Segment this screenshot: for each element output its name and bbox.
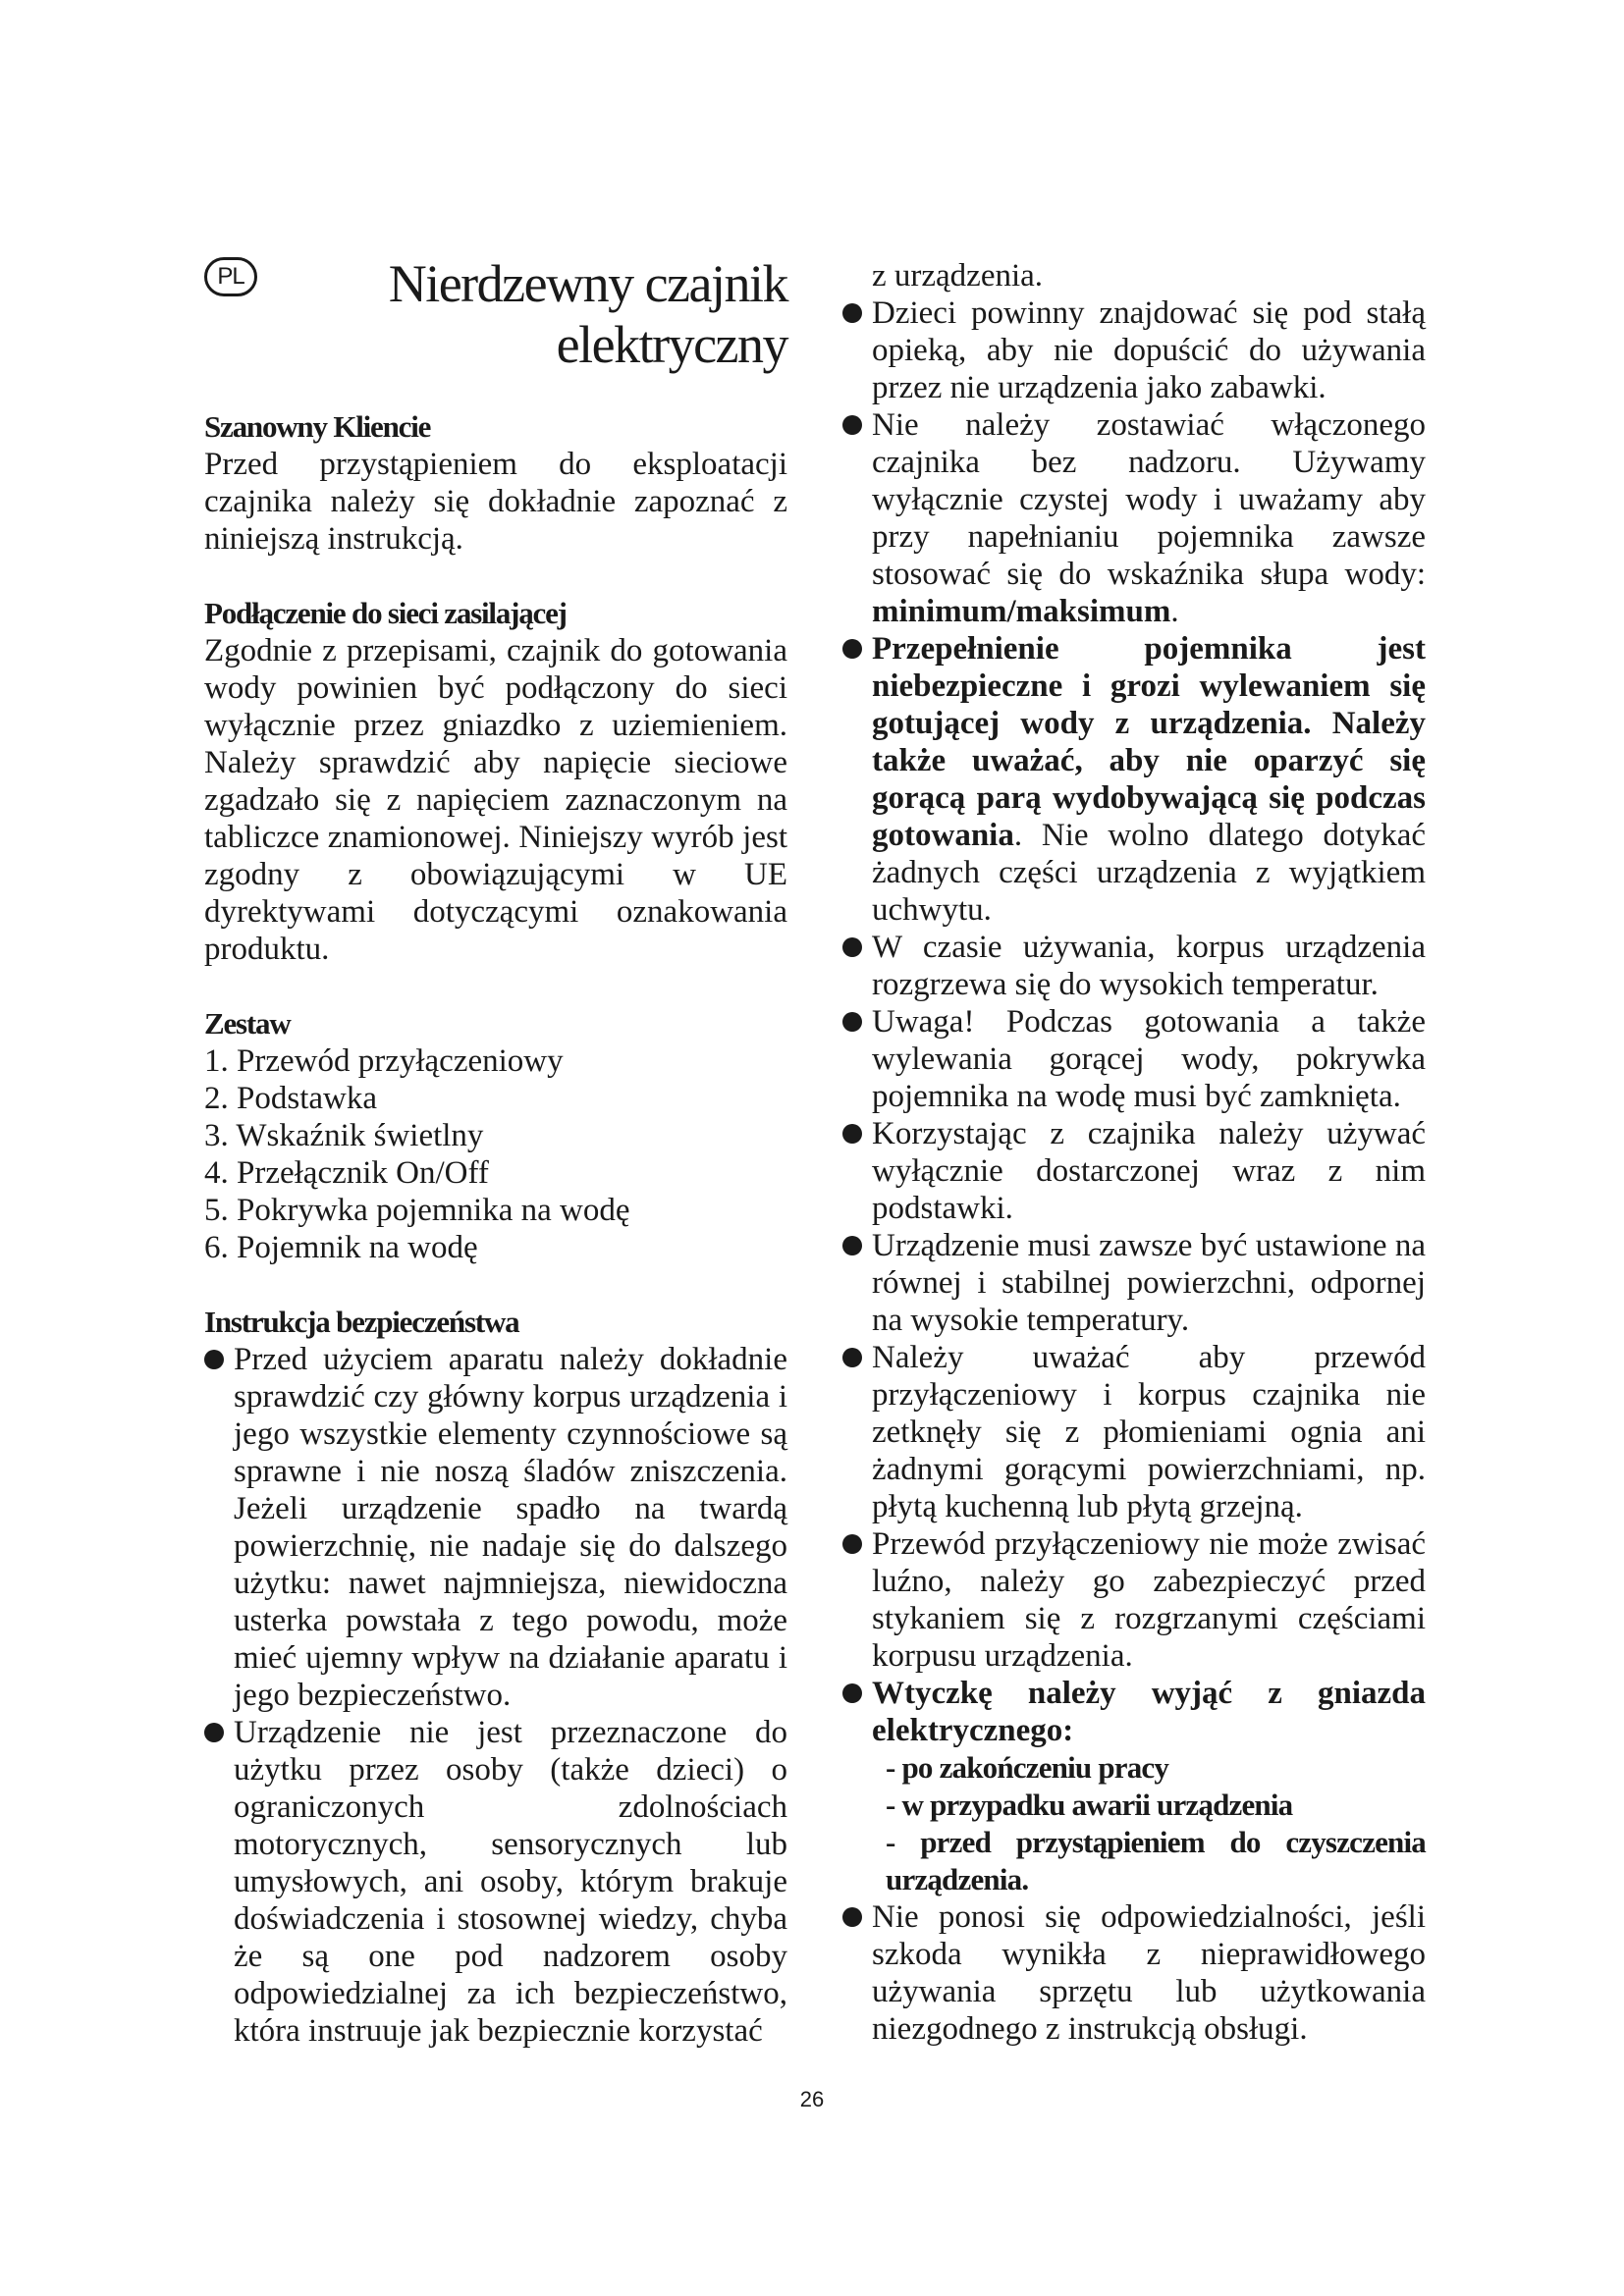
safety-item — [842, 1675, 1426, 1898]
continuation-text: z urządzenia. — [872, 258, 1044, 294]
safety-item-bold: Wtyczkę należy wyjąć z gniazda elektrycznego: — [872, 1676, 1426, 1748]
safety-list-right — [842, 257, 1426, 2048]
safety-item — [842, 1115, 1426, 1227]
safety-item-text: W czasie używania, korpus urządzenia rozgrzewa się do wysokich temperatur. — [872, 930, 1426, 1002]
unplug-case: - przed przystąpieniem do czyszczenia urządzenia. — [886, 1825, 1426, 1896]
kit-heading: Zestaw — [204, 1006, 291, 1041]
safety-heading: Instrukcja bezpieczeństwa — [204, 1305, 519, 1339]
left-column — [204, 408, 787, 2050]
safety-item-text: Przed użyciem aparatu należy dokładnie sprawdzić czy główny korpus urządzenia i jego wszystkie elementy czynnościowe są sprawne i nie noszą śladów zniszczenia. Jeżeli urządzenie spadło na twardą powierzchnię, nie nadaje się do dalszego użytku: nawet najmniejsza, niewidoczna usterka powstała z tego powodu, może mieć ujemny wpływ na działanie aparatu i jego bezpieczeństwo. — [234, 1342, 787, 1713]
safety-item-text: Urządzenie nie jest przeznaczone do użytku przez osoby (także dzieci) o ograniczonych zdolnościach motorycznych, sensorycznych lub umysłowych, ani osoby, którym brakuje doświadczenia i stosownej wiedzy, chyba że są one pod nadzorem osoby odpowiedzialnej za ich bezpieczeństwo, która instruuje jak bezpiecznie korzystać — [234, 1715, 787, 2049]
safety-item — [842, 929, 1426, 1003]
kit-list — [204, 1042, 787, 1266]
greeting-heading: Szanowny Kliencie — [204, 409, 431, 444]
unplug-case: - po zakończeniu pracy — [886, 1750, 1169, 1785]
safety-item — [842, 406, 1426, 630]
safety-item — [842, 1898, 1426, 2048]
page-title — [334, 253, 787, 375]
safety-item-text: Nie ponosi się odpowiedzialności, jeśli szkoda wynikła z nieprawidłowego używania sprzętu lub użytkowania niezgodnego z instrukcją obsługi. — [872, 1899, 1426, 2047]
unplug-case: - w przypadku awarii urządzenia — [886, 1788, 1293, 1822]
kit-item: 4. Przełącznik On/Off — [204, 1155, 489, 1191]
bullet-icon — [842, 1683, 862, 1703]
unplug-cases — [872, 1749, 1426, 1898]
safety-item — [204, 1341, 787, 1714]
connection-text: Zgodnie z przepisami, czajnik do gotowania wody powinien być podłączony do sieci wyłącznie przez gniazdko z uziemieniem. Należy sprawdzić aby napięcie sieciowe zgadzało się z napięciem zaznaczonym na tabliczce znamionowej. Niniejszy wyrób jest zgodny z obowiązującymi w UE dyrektywami dotyczącymi oznakowania produktu. — [204, 633, 787, 967]
safety-item-continuation — [842, 257, 1426, 294]
bullet-icon — [204, 1350, 224, 1369]
kit-item: 1. Przewód przyłączeniowy — [204, 1043, 564, 1079]
kit-item: 6. Pojemnik na wodę — [204, 1230, 478, 1265]
safety-item-text: Korzystając z czajnika należy używać wyłącznie dostarczonej wraz z nim podstawki. — [872, 1116, 1426, 1226]
kit-item: 3. Wskaźnik świetlny — [204, 1118, 484, 1153]
language-code: PL — [217, 263, 244, 290]
kit-item: 2. Podstawka — [204, 1081, 377, 1116]
bullet-icon — [842, 1124, 862, 1144]
safety-item-text: Przewód przyłączeniowy nie może zwisać luźno, należy go zabezpieczyć przed stykaniem się z rozgrzanymi częściami korpusu urządzenia. — [872, 1526, 1426, 1674]
safety-item-bold: minimum/maksimum — [872, 594, 1171, 629]
connection-heading: Podłączenie do sieci zasilającej — [204, 596, 567, 630]
safety-item — [842, 630, 1426, 929]
bullet-icon — [842, 415, 862, 435]
safety-item — [842, 1525, 1426, 1675]
safety-item-text: Urządzenie musi zawsze być ustawione na równej i stabilnej powierzchni, odpornej na wysokie temperatury. — [872, 1228, 1426, 1338]
bullet-icon — [842, 1534, 862, 1554]
safety-item-text: . Nie wolno dlatego dotykać żadnych części urządzenia z wyjątkiem uchwytu. — [872, 818, 1426, 928]
right-column — [842, 257, 1426, 2048]
safety-item-end: . — [1170, 594, 1179, 629]
safety-item-text: Dzieci powinny znajdować się pod stałą opieką, aby nie dopuścić do używania przez nie urządzenia jako zabawki. — [872, 295, 1426, 405]
safety-item-text: Uwaga! Podczas gotowania a także wylewania gorącej wody, pokrywka pojemnika na wodę musi być zamknięta. — [872, 1004, 1426, 1114]
title-line-2: elektryczny — [556, 315, 787, 374]
safety-item — [204, 1714, 787, 2050]
bullet-icon — [842, 639, 862, 659]
bullet-icon — [842, 1236, 862, 1255]
safety-item — [842, 1227, 1426, 1339]
bullet-icon — [842, 937, 862, 957]
safety-item-text: Nie należy zostawiać włączonego czajnika bez nadzoru. Używamy wyłącznie czystej wody i uważamy aby przy napełnianiu pojemnika zawsze stosować się do wskaźnika słupa wody: — [872, 407, 1426, 592]
safety-item — [842, 294, 1426, 406]
bullet-icon — [842, 1012, 862, 1032]
title-line-1: Nierdzewny czajnik — [388, 254, 787, 313]
safety-item-bold: Przepełnienie pojemnika jest niebezpieczne i grozi wylewaniem się gotującej wody z urządzenia. Należy także uważać, aby nie oparzyć się gorącą parą wydobywającą się podczas gotowania — [872, 631, 1426, 853]
safety-list-left — [204, 1341, 787, 2050]
language-badge — [204, 257, 257, 296]
kit-item: 5. Pokrywka pojemnika na wodę — [204, 1193, 630, 1228]
greeting-text: Przed przystąpieniem do eksploatacji czajnika należy się dokładnie zapoznać z niniejszą instrukcją. — [204, 447, 787, 557]
bullet-icon — [842, 1348, 862, 1367]
bullet-icon — [842, 1907, 862, 1927]
safety-item-text: Należy uważać aby przewód przyłączeniowy i korpus czajnika nie zetknęły się z płomieniami ognia ani żadnymi gorącymi powierzchniami, np. płytą kuchenną lub płytą grzejną. — [872, 1340, 1426, 1524]
bullet-icon — [204, 1723, 224, 1742]
page-number: 26 — [799, 2087, 825, 2111]
safety-item — [842, 1003, 1426, 1115]
bullet-icon — [842, 303, 862, 323]
safety-item — [842, 1339, 1426, 1525]
